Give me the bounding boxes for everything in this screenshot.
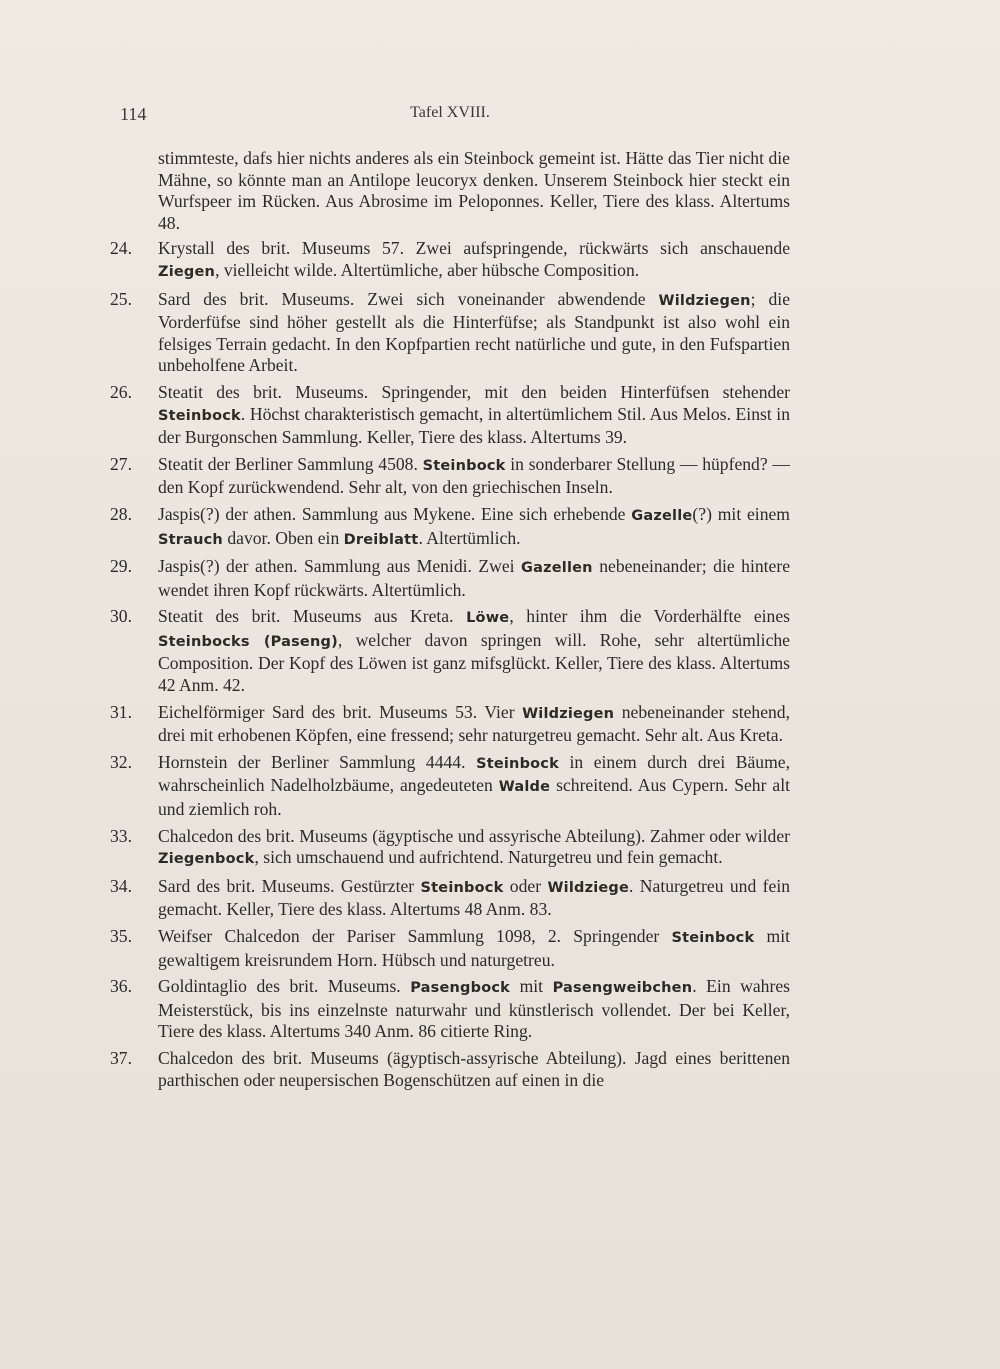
emphasized-term: Steinbock bbox=[422, 457, 506, 474]
entry-text: . Höchst charakteristisch gemacht, in altertümlichem Stil. Aus Melos. Einst in der Burgonschen Sammlung. Keller, Tiere des klass. Altertums 39. bbox=[158, 403, 790, 448]
entry-text: nebeneinander stehend, drei mit erhobenen Köpfen, eine fressend; sehr naturgetreu gemacht. Sehr alt. Aus Kreta. bbox=[158, 701, 790, 746]
catalog-entry bbox=[110, 454, 790, 499]
entry-text: , vielleicht wilde. Altertümliche, aber hübsche Composition. bbox=[215, 259, 640, 280]
catalog-entry bbox=[110, 702, 790, 747]
entry-text: . Ein wahres Meisterstück, bis ins einzelnste naturwahr und künstlerisch vollendet. Der bei Keller, Tiere des klass. Altertums 340 Anm. 86 citierte Ring. bbox=[158, 976, 790, 1042]
catalog-entry bbox=[110, 976, 790, 1043]
entry-text: Chalcedon des brit. Museums (ägyptisch-assyrische Abteilung). Jagd eines berittenen parthischen oder neupersischen Bogenschützen auf einen in die bbox=[158, 1047, 790, 1090]
emphasized-term: Ziegen bbox=[158, 263, 216, 280]
emphasized-term: Steinbock bbox=[420, 879, 504, 896]
catalog-entry bbox=[110, 826, 790, 871]
emphasized-term: Dreiblatt bbox=[343, 531, 419, 548]
entry-text: , hinter ihm die Vorderhälfte eines bbox=[509, 606, 790, 627]
entry-number: 36. bbox=[110, 976, 132, 997]
emphasized-term: Gazelle bbox=[631, 507, 693, 524]
emphasized-term: Steinbock bbox=[476, 755, 559, 772]
entry-text: Eichelförmiger Sard des brit. Museums 53. Vier bbox=[158, 701, 523, 722]
entry-text: Hornstein der Berliner Sammlung 4444. bbox=[158, 751, 477, 772]
catalog-entry bbox=[110, 382, 790, 449]
entry-text: in einem durch drei Bäume, wahrscheinlich Nadelholzbäume, angedeuteten bbox=[158, 751, 790, 796]
emphasized-term: Löwe bbox=[466, 610, 510, 627]
catalog-entries bbox=[110, 238, 790, 1091]
entry-number: 25. bbox=[110, 288, 132, 309]
entry-text: schreitend. Aus Cypern. Sehr alt und ziemlich roh. bbox=[158, 775, 790, 820]
entry-text: ; die Vorderfüfse sind höher gestellt als die Hinterfüfse; als Standpunkt ist also wohl ein felsiges Terrain gedacht. In den Kopfpartien recht natürliche und gute, in den Fufspartien unbeholfene Arbeit. bbox=[158, 288, 790, 376]
entry-text: nebeneinander; die hintere wendet ihren Kopf rückwärts. Altertümlich. bbox=[158, 556, 790, 600]
entry-text: Chalcedon des brit. Museums (ägyptische und assyrische Abteilung). Zahmer oder wilder bbox=[158, 825, 790, 846]
entry-text: . Altertümlich. bbox=[418, 527, 521, 548]
entry-number: 31. bbox=[110, 701, 132, 722]
entry-text: Steatit des brit. Museums aus Kreta. bbox=[158, 606, 467, 627]
catalog-entry bbox=[110, 238, 790, 283]
emphasized-term: Steinbock bbox=[671, 930, 755, 946]
entry-text: Sard des brit. Museums. Gestürzter bbox=[158, 875, 421, 896]
paragraph-text: stimmteste, dafs hier nichts anderes als ein Steinbock gemeint ist. Hätte das Tier nicht die Mähne, so könnte man an Antilope leucoryx denken. Unserem Steinbock hier steckt ein Wurfspeer im Rücken. Aus Abrosime im Peloponnes. Keller, Tiere des klass. Altertums 48. bbox=[158, 148, 790, 233]
entry-number: 32. bbox=[110, 751, 132, 772]
entry-number: 37. bbox=[110, 1047, 132, 1068]
emphasized-term: Walde bbox=[498, 779, 551, 796]
catalog-entry bbox=[110, 606, 790, 696]
entry-text: , sich umschauend und aufrichtend. Naturgetreu und fein gemacht. bbox=[254, 847, 723, 868]
emphasized-term: Steinbocks (Paseng) bbox=[158, 633, 338, 650]
emphasized-term: Pasengbock bbox=[410, 980, 511, 997]
entry-text: Steatit der Berliner Sammlung 4508. bbox=[158, 453, 423, 474]
entry-text: Krystall des brit. Museums 57. Zwei aufspringende, rückwärts sich anschauende bbox=[158, 238, 790, 259]
entry-number: 34. bbox=[110, 875, 132, 896]
entry-text: Goldintaglio des brit. Museums. bbox=[158, 976, 411, 997]
catalog-entry bbox=[110, 1048, 790, 1091]
entry-text: oder bbox=[503, 875, 548, 896]
entry-text: , welcher davon springen will. Rohe, sehr altertümliche Composition. Der Kopf des Löwen ist ganz mifsglückt. Keller, Tiere des klass. Altertums 42 Anm. 42. bbox=[158, 629, 790, 696]
catalog-entry bbox=[110, 926, 790, 971]
entry-text: . Naturgetreu und fein gemacht. Keller, Tiere des klass. Altertums 48 Anm. 83. bbox=[158, 875, 791, 920]
emphasized-term: Wildziegen bbox=[522, 705, 615, 722]
page-body bbox=[110, 148, 790, 1096]
continuation-paragraph bbox=[110, 148, 790, 234]
emphasized-term: Ziegenbock bbox=[158, 851, 255, 868]
catalog-entry bbox=[110, 289, 790, 377]
emphasized-term: Steinbock bbox=[158, 407, 241, 424]
entry-text: Jaspis(?) der athen. Sammlung aus Mykene. Eine sich erhebende bbox=[158, 503, 632, 524]
entry-text: mit bbox=[510, 976, 553, 997]
catalog-entry bbox=[110, 504, 790, 551]
page-header bbox=[120, 104, 780, 132]
catalog-entry bbox=[110, 556, 790, 601]
entry-text: mit gewaltigem kreisrundem Horn. Hübsch und naturgetreu. bbox=[158, 926, 790, 970]
entry-number: 33. bbox=[110, 825, 132, 846]
catalog-entry bbox=[110, 752, 790, 821]
entry-text: Sard des brit. Museums. Zwei sich voneinander abwendende bbox=[158, 288, 659, 309]
emphasized-term: Wildziege bbox=[547, 879, 630, 896]
entry-number: 27. bbox=[110, 453, 132, 474]
emphasized-term: Wildziegen bbox=[658, 292, 751, 309]
emphasized-term: Strauch bbox=[158, 531, 223, 548]
emphasized-term: Pasengweibchen bbox=[552, 980, 693, 997]
entry-text: davor. Oben ein bbox=[222, 527, 344, 548]
entry-number: 29. bbox=[110, 556, 132, 577]
running-title: Tafel XVIII. bbox=[410, 104, 490, 121]
entry-number: 28. bbox=[110, 503, 132, 524]
emphasized-term: Gazellen bbox=[521, 560, 593, 577]
entry-number: 24. bbox=[110, 238, 132, 259]
page-number: 114 bbox=[120, 104, 147, 124]
entry-number: 35. bbox=[110, 926, 132, 946]
entry-text: in sonderbarer Stellung — hüpfend? — den Kopf zurückwendend. Sehr alt, von den griechischen Inseln. bbox=[158, 453, 790, 498]
entry-text: Steatit des brit. Museums. Springender, mit den beiden Hinterfüfsen stehender bbox=[158, 381, 790, 402]
entry-number: 26. bbox=[110, 381, 132, 402]
entry-number: 30. bbox=[110, 606, 132, 627]
entry-text: Weifser Chalcedon der Pariser Sammlung 1098, 2. Springender bbox=[158, 926, 672, 946]
entry-text: Jaspis(?) der athen. Sammlung aus Menidi. Zwei bbox=[158, 556, 522, 577]
entry-text: (?) mit einem bbox=[692, 503, 790, 524]
catalog-entry bbox=[110, 876, 790, 921]
